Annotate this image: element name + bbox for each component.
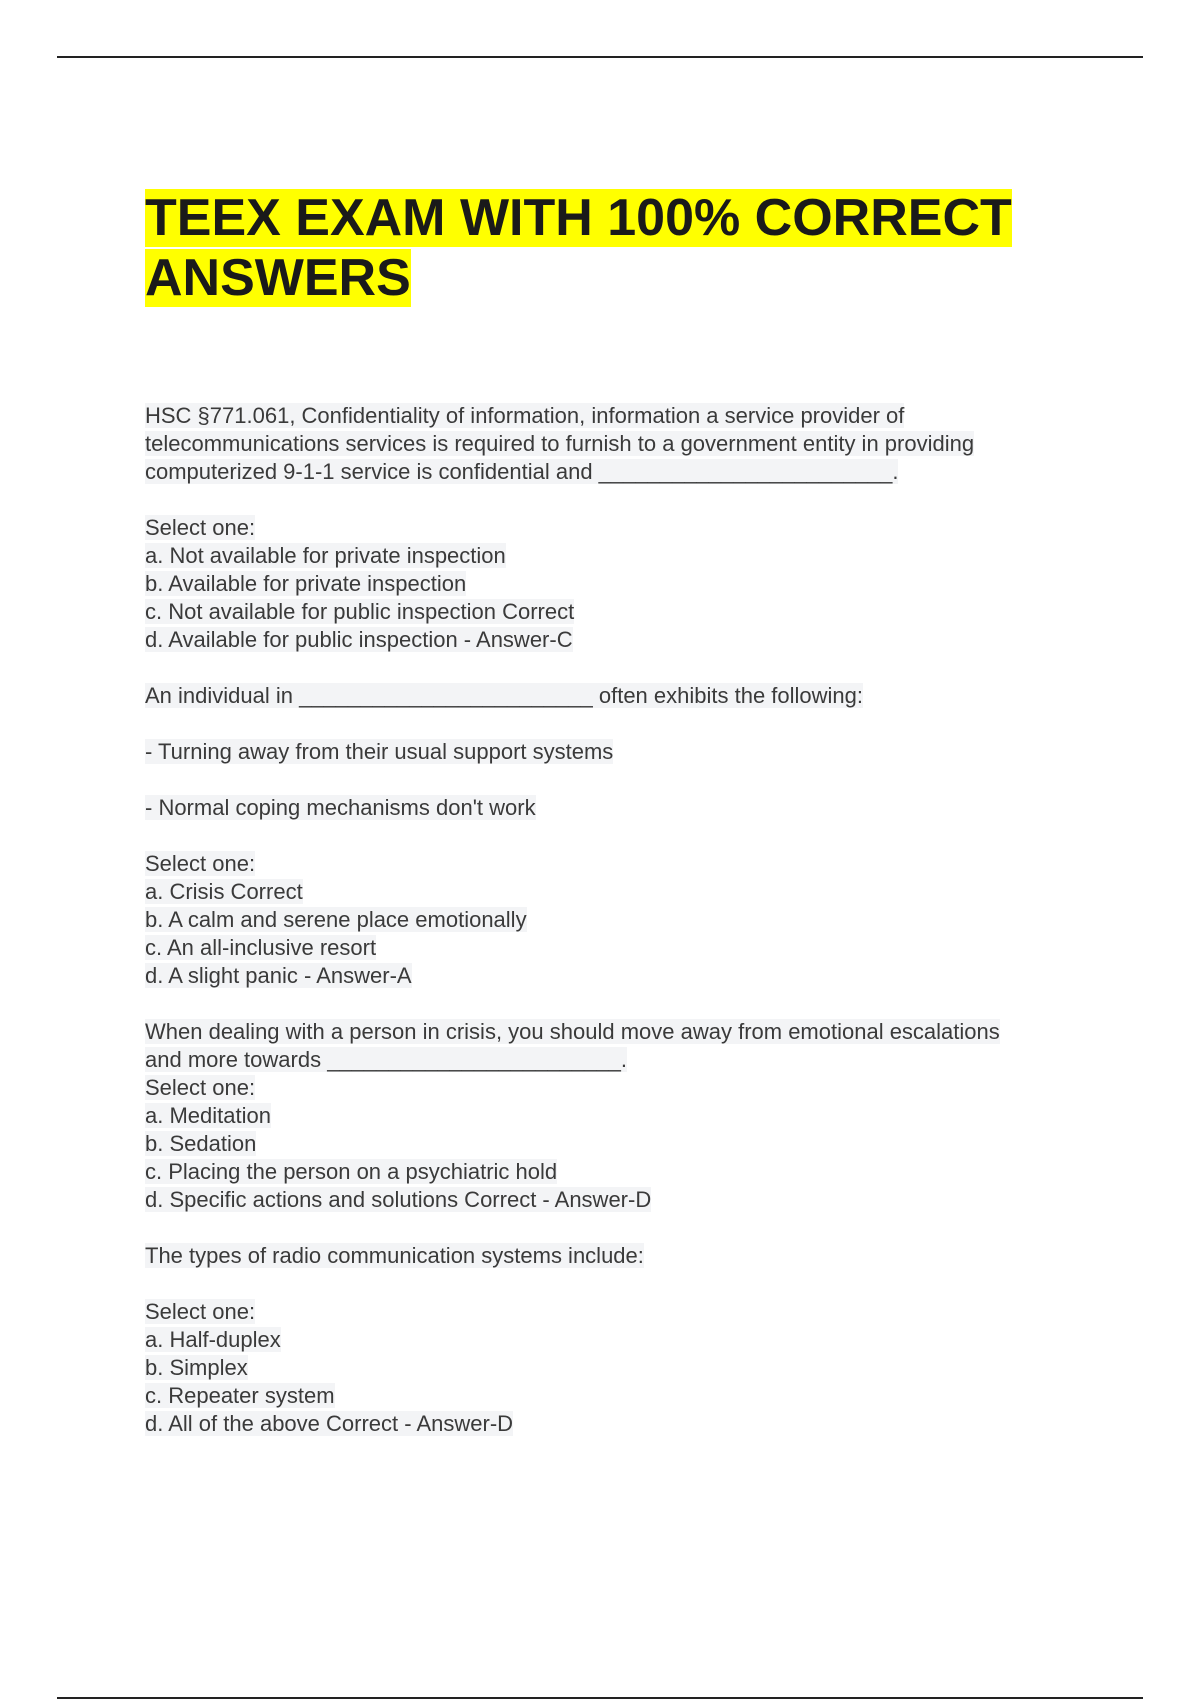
question-2 (145, 682, 1105, 990)
select-one-prompt: Select one: (145, 851, 256, 876)
answer-option: a. Meditation (145, 1103, 271, 1128)
document-title (145, 188, 1105, 308)
question-bullet: - Normal coping mechanisms don't work (145, 795, 536, 820)
answer-option: c. Placing the person on a psychiatric hold (145, 1159, 558, 1184)
footer-rule (57, 1697, 1143, 1699)
question-3 (145, 1018, 1105, 1214)
question-bullet: - Turning away from their usual support systems (145, 739, 614, 764)
answer-option: c. Not available for public inspection Correct (145, 599, 575, 624)
question-stem-line: An individual in ________________________ often exhibits the following: (145, 683, 864, 708)
title-line-2: ANSWERS (145, 249, 411, 307)
question-stem-line: computerized 9-1-1 service is confidential and ________________________. (145, 459, 899, 484)
header-rule (57, 56, 1143, 58)
question-stem-line: and more towards ________________________. (145, 1047, 627, 1072)
select-one-prompt: Select one: (145, 1075, 256, 1100)
answer-option: a. Crisis Correct (145, 879, 303, 904)
answer-option: c. Repeater system (145, 1383, 335, 1408)
question-stem-line: HSC §771.061, Confidentiality of information, information a service provider of (145, 403, 905, 428)
answer-option: d. All of the above Correct - Answer-D (145, 1411, 514, 1436)
question-1 (145, 402, 1105, 654)
select-one-prompt: Select one: (145, 1299, 256, 1324)
question-stem-line: The types of radio communication systems include: (145, 1243, 644, 1268)
answer-option: b. Simplex (145, 1355, 248, 1380)
answer-option: b. Available for private inspection (145, 571, 467, 596)
select-one-prompt: Select one: (145, 515, 256, 540)
answer-option: a. Not available for private inspection (145, 543, 506, 568)
question-stem-line: When dealing with a person in crisis, you should move away from emotional escalations (145, 1019, 1000, 1044)
answer-option: c. An all-inclusive resort (145, 935, 377, 960)
answer-option: b. A calm and serene place emotionally (145, 907, 527, 932)
answer-option: d. Specific actions and solutions Correct - Answer-D (145, 1187, 652, 1212)
answer-option: b. Sedation (145, 1131, 257, 1156)
answer-option: d. Available for public inspection - Answer-C (145, 627, 573, 652)
question-4 (145, 1242, 1105, 1438)
question-stem-line: telecommunications services is required to furnish to a government entity in providing (145, 431, 975, 456)
title-line-1: TEEX EXAM WITH 100% CORRECT (145, 189, 1012, 247)
answer-option: a. Half-duplex (145, 1327, 281, 1352)
answer-option: d. A slight panic - Answer-A (145, 963, 412, 988)
document-body (145, 402, 1105, 1438)
